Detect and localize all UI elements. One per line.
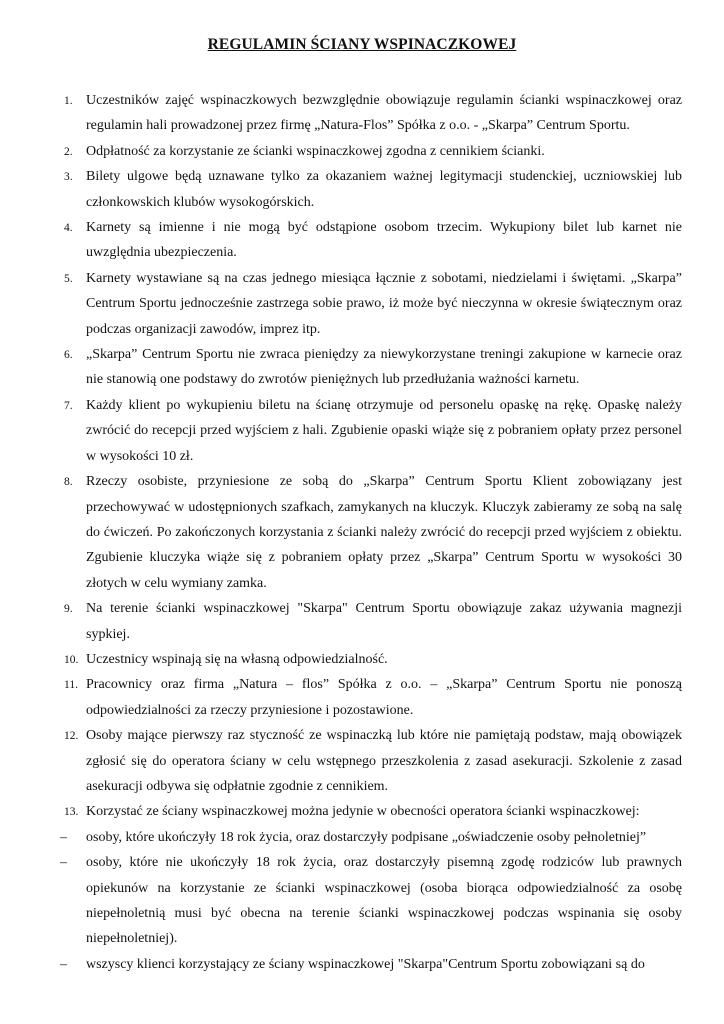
rule-item-5 xyxy=(0,266,724,342)
rule-number: 3. xyxy=(64,171,73,184)
rule-text: Uczestników zajęć wspinaczkowych bezwzględnie obowiązuje regulamin ścianki wspinaczkowej oraz regulamin hali prowadzonej przez firmę „Natura-Flos” Spółka z o.o. - „Skarpa” Centrum Sportu. xyxy=(86,93,682,134)
rule-number: 13. xyxy=(64,806,79,819)
rule-number: 8. xyxy=(64,476,73,489)
dash-bullet: – xyxy=(60,855,67,871)
rule-text: Pracownicy oraz firma „Natura – flos” Spółka z o.o. – „Skarpa” Centrum Sportu nie ponoszą odpowiedzialności za rzeczy przyniesione i pozostawione. xyxy=(86,677,682,718)
rule-text: Na terenie ścianki wspinaczkowej "Skarpa" Centrum Sportu obowiązuje zakaz używania magnezji sypkiej. xyxy=(86,601,682,642)
rule-text: „Skarpa” Centrum Sportu nie zwraca pieniędzy za niewykorzystane treningi zakupione w karnecie oraz nie stanowią one podstawy do zwrotów pieniężnych lub przedłużania ważności karnetu. xyxy=(86,347,682,388)
document-title: REGULAMIN ŚCIANY WSPINACZKOWEJ xyxy=(207,36,517,53)
dash-bullet: – xyxy=(60,956,67,972)
rule-item-9 xyxy=(0,596,724,647)
rule-text: Uczestnicy wspinają się na własną odpowiedzialność. xyxy=(86,651,388,667)
rule-number: 10. xyxy=(64,653,79,666)
rule-item-13 xyxy=(0,799,724,824)
dash-item-2 xyxy=(0,850,724,952)
dash-item-text: osoby, które ukończyły 18 rok życia, oraz dostarczyły podpisane „oświadczenie osoby pełnoletniej” xyxy=(86,829,647,845)
rule-text: Odpłatność za korzystanie ze ścianki wspinaczkowej zgodna z cennikiem ścianki. xyxy=(86,143,545,159)
rule-number: 9. xyxy=(64,603,73,616)
rule-item-11 xyxy=(0,672,724,723)
rule-item-12 xyxy=(0,723,724,799)
rule-text: Karnety wystawiane są na czas jednego miesiąca łącznie z sobotami, niedzielami i świętami. „Skarpa” Centrum Sportu jednocześnie zastrzega sobie prawo, iż może być nieczynna w okresie świątecznym oraz podczas organizacji zawodów, imprez itp. xyxy=(86,270,682,337)
rules-list xyxy=(0,88,724,977)
rule-number: 5. xyxy=(64,272,73,285)
dash-item-text: osoby, które nie ukończyły 18 rok życia, oraz dostarczyły pisemną zgodę rodziców lub prawnych opiekunów na korzystanie ze ścianki wspinaczkowej (osoba biorąca odpowiedzialność za osobę niepełnoletnią musi być obecna na terenie ścianki wspinaczkowej podczas wspinania się osoby niepełnoletniej). xyxy=(86,855,682,947)
rule-number: 6. xyxy=(64,349,73,362)
rule-item-6 xyxy=(0,342,724,393)
dash-item-3 xyxy=(0,952,724,977)
rule-item-2 xyxy=(0,139,724,164)
dash-item-text: wszyscy klienci korzystający ze ściany wspinaczkowej "Skarpa"Centrum Sportu zobowiązani są do xyxy=(86,956,645,972)
rule-number: 4. xyxy=(64,222,73,235)
rule-text: Każdy klient po wykupieniu biletu na ścianę otrzymuje od personelu opaskę na rękę. Opaskę należy zwrócić do recepcji przed wyjściem z hali. Zgubienie opaski wiąże się z pobraniem opłaty przez personel w wysokości 10 zł. xyxy=(86,397,682,464)
rule-item-4 xyxy=(0,215,724,266)
rule-item-10 xyxy=(0,647,724,672)
rule-text: Karnety są imienne i nie mogą być odstąpione osobom trzecim. Wykupiony bilet lub karnet nie uwzględnia ubezpieczenia. xyxy=(86,220,682,261)
dash-bullet: – xyxy=(60,829,67,845)
rule-number: 1. xyxy=(64,95,73,107)
rule-number: 7. xyxy=(64,399,73,412)
rule-number: 11. xyxy=(64,679,78,692)
rule-text: Bilety ulgowe będą uznawane tylko za okazaniem ważnej legitymacji studenckiej, uczniowskiej lub członkowskich klubów wysokogórskich. xyxy=(86,169,682,210)
rule-text: Rzeczy osobiste, przyniesione ze sobą do „Skarpa” Centrum Sportu Klient zobowiązany jest przechowywać w udostępnionych szafkach, zamykanych na kluczyk. Kluczyk zabieramy ze sobą na salę do ćwiczeń. Po zakończonych korzystania z ścianki należy zwrócić do recepcji przed wyjściem z obiektu. Zgubienie kluczyka wiąże się z pobraniem opłaty przez „Skarpa” Centrum Sportu w wysokości 30 złotych w celu wymiany zamka. xyxy=(86,474,682,591)
rule-item-1 xyxy=(0,88,724,139)
rule-text: Korzystać ze ściany wspinaczkowej można jedynie w obecności operatora ścianki wspinaczkowej: xyxy=(86,804,640,820)
rule-item-7 xyxy=(0,393,724,469)
rule-text: Osoby mające pierwszy raz styczność ze wspinaczką lub które nie pamiętają podstaw, mają obowiązek zgłosić się do operatora ściany w celu wstępnego przeszkolenia z zasad asekuracji. Szkolenie z zasad asekuracji odbywa się odpłatnie zgodnie z cennikiem. xyxy=(86,728,682,794)
dash-item-1 xyxy=(0,825,724,850)
rule-item-8 xyxy=(0,469,724,596)
rule-number: 12. xyxy=(64,730,79,743)
rule-item-3 xyxy=(0,164,724,215)
rule-number: 2. xyxy=(64,145,73,158)
